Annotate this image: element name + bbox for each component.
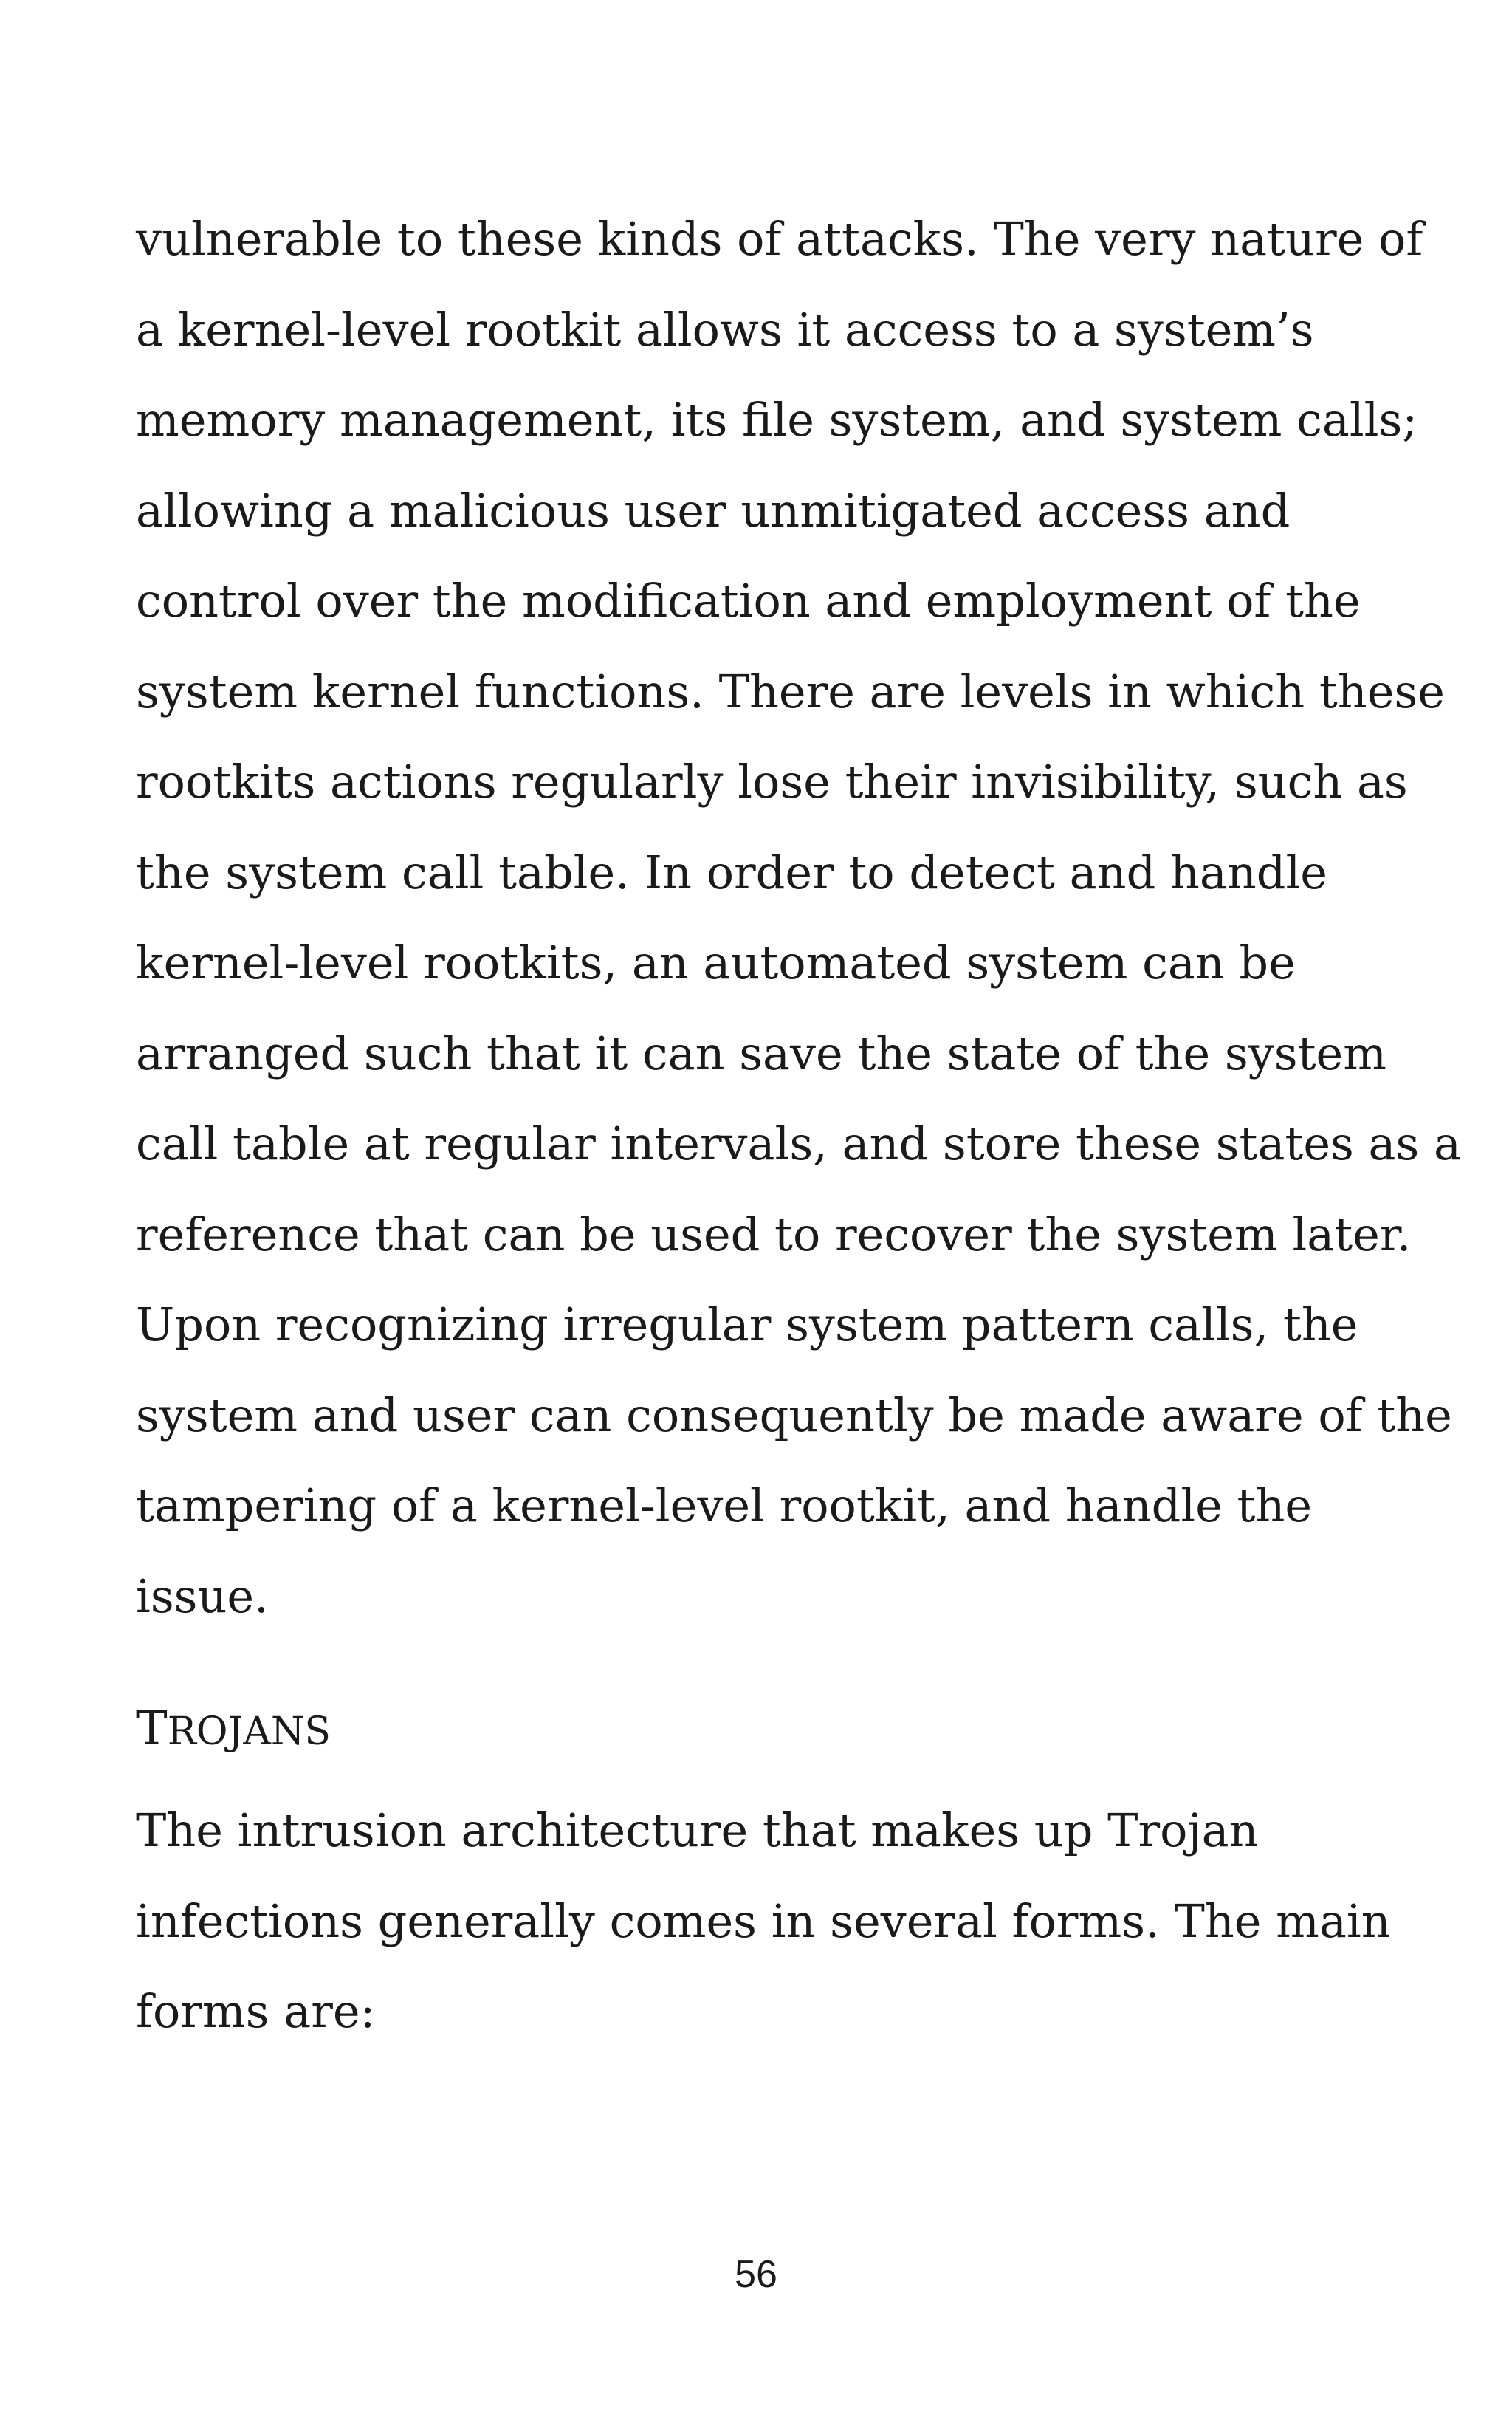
paragraph-line: vulnerable to these kinds of attacks. The very nature of xyxy=(136,212,1423,266)
paragraph-line: tampering of a kernel-level rootkit, and handle the xyxy=(136,1478,1313,1532)
paragraph-line: reference that can be used to recover the system later. xyxy=(136,1207,1412,1261)
paragraph-line: The intrusion architecture that makes up Trojan xyxy=(136,1803,1259,1857)
paragraph-line: infections generally comes in several forms. The main xyxy=(136,1893,1391,1948)
section-heading xyxy=(136,1696,331,1765)
paragraph-line: system kernel functions. There are levels in which these xyxy=(136,664,1445,719)
paragraph-line: control over the modification and employment of the xyxy=(136,574,1361,628)
body-paragraph xyxy=(136,194,1462,1642)
paragraph-line: forms are: xyxy=(136,1984,376,2038)
section-paragraph xyxy=(136,1786,1406,2057)
section-heading-initial: T xyxy=(136,1701,168,1756)
paragraph-line: a kernel-level rootkit allows it access to a system’s xyxy=(136,302,1314,357)
paragraph-line: the system call table. In order to detect and handle xyxy=(136,845,1327,899)
paragraph-line: rootkits actions regularly lose their invisibility, such as xyxy=(136,755,1408,809)
paragraph-line: allowing a malicious user unmitigated access and xyxy=(136,483,1291,538)
paragraph-line: memory management, its file system, and system calls; xyxy=(136,393,1418,447)
paragraph-line: call table at regular intervals, and store these states as a xyxy=(136,1117,1462,1170)
paragraph-line: system and user can consequently be made aware of the xyxy=(136,1388,1452,1442)
page-number: 56 xyxy=(735,2253,777,2296)
paragraph-line: issue. xyxy=(136,1569,269,1623)
section-heading-rest: ROJANS xyxy=(167,1710,331,1754)
paragraph-line: kernel-level rootkits, an automated system can be xyxy=(136,936,1296,990)
paragraph-line: Upon recognizing irregular system pattern calls, the xyxy=(136,1298,1358,1351)
paragraph-line: arranged such that it can save the state of the system xyxy=(136,1026,1386,1080)
